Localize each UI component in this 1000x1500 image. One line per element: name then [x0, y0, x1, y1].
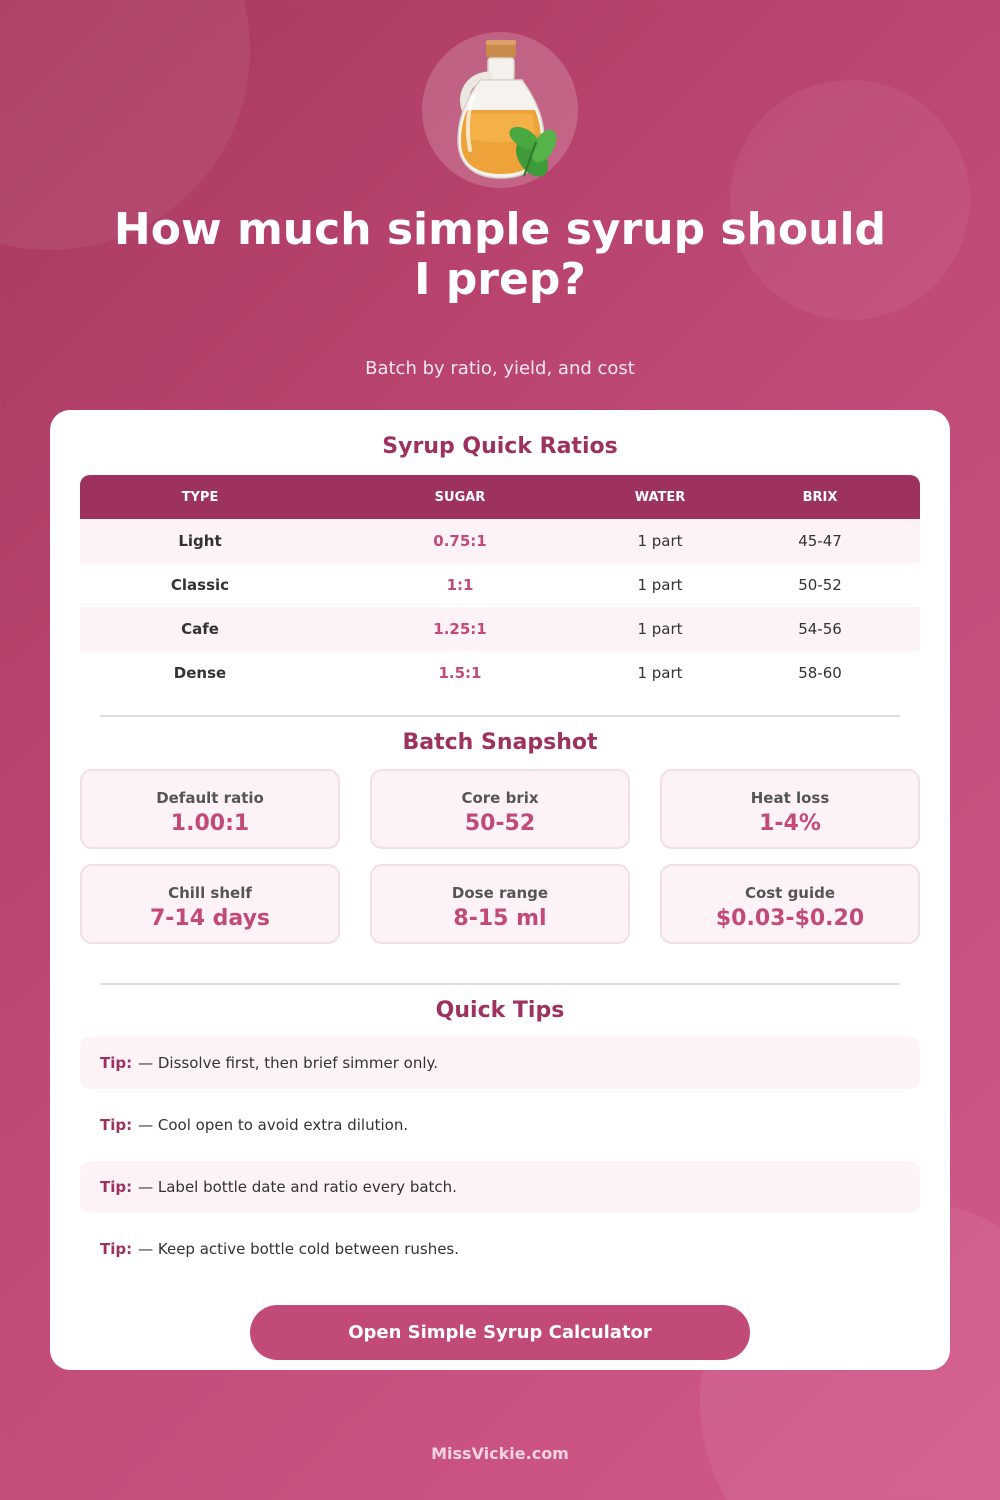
stat-value: 1-4%: [759, 811, 821, 836]
cell-sugar: 0.75:1: [433, 532, 487, 550]
column-header-brix: BRIX: [802, 489, 838, 505]
stat-card-dose-range: [370, 864, 630, 944]
cell-type: Classic: [170, 576, 230, 594]
ratios-section-title: Syrup Quick Ratios: [382, 434, 618, 459]
stat-value: 1.00:1: [170, 811, 250, 836]
tips-section-title: Quick Tips: [435, 998, 565, 1023]
tip-label: Tip:: [100, 1240, 133, 1258]
ratios-table: [80, 475, 920, 695]
tip-label: Tip:: [100, 1054, 133, 1072]
cell-water: 1 part: [637, 576, 683, 594]
tip-text: — Dissolve first, then brief simmer only.: [138, 1054, 439, 1072]
tip-label: Tip:: [100, 1116, 133, 1134]
table-row: [80, 607, 920, 651]
tip-item: [80, 1099, 920, 1151]
tip-item: [80, 1037, 920, 1089]
cell-sugar: 1.5:1: [438, 664, 482, 682]
stat-card-core-brix: [370, 769, 630, 849]
section-divider: [100, 715, 900, 717]
column-header-water: WATER: [634, 489, 686, 505]
stat-label: Chill shelf: [168, 884, 252, 902]
page-subtitle: Batch by ratio, yield, and cost: [365, 358, 635, 379]
tip-item: [80, 1161, 920, 1213]
table-header: [80, 475, 920, 519]
footer-site-name[interactable]: MissVickie.com: [431, 1444, 569, 1463]
tip-text: — Label bottle date and ratio every batch.: [138, 1178, 457, 1196]
cell-brix: 54-56: [798, 620, 842, 638]
stat-label: Heat loss: [750, 789, 830, 807]
cell-water: 1 part: [637, 532, 683, 550]
snapshot-section-title: Batch Snapshot: [402, 730, 598, 755]
stat-card-default-ratio: [80, 769, 340, 849]
stat-label: Dose range: [451, 884, 549, 902]
cell-type: Dense: [173, 664, 227, 682]
stat-label: Core brix: [461, 789, 539, 807]
cell-sugar: 1:1: [446, 576, 474, 594]
stat-label: Default ratio: [156, 789, 264, 807]
section-divider: [100, 983, 900, 985]
table-row: [80, 563, 920, 607]
stat-card-heat-loss: [660, 769, 920, 849]
stat-label: Cost guide: [744, 884, 836, 902]
tip-text: — Cool open to avoid extra dilution.: [138, 1116, 409, 1134]
column-header-sugar: SUGAR: [434, 489, 486, 505]
cell-brix: 50-52: [798, 576, 842, 594]
tip-item: [80, 1223, 920, 1275]
table-row: [80, 519, 920, 563]
stat-card-chill-shelf: [80, 864, 340, 944]
page-title: How much simple syrup should I prep?: [113, 204, 887, 305]
cell-sugar: 1.25:1: [433, 620, 487, 638]
open-calculator-button[interactable]: Open Simple Syrup Calculator: [250, 1305, 750, 1360]
syrup-bottle-with-mint-icon: [422, 32, 578, 188]
tip-label: Tip:: [100, 1178, 133, 1196]
table-row: [80, 651, 920, 695]
cell-brix: 45-47: [798, 532, 842, 550]
stat-value: 7-14 days: [149, 906, 271, 931]
column-header-type: TYPE: [181, 489, 219, 505]
cell-water: 1 part: [637, 664, 683, 682]
cell-water: 1 part: [637, 620, 683, 638]
stat-card-cost-guide: [660, 864, 920, 944]
content-card: [50, 410, 950, 1370]
stat-value: 50-52: [464, 811, 536, 836]
stat-value: 8-15 ml: [453, 906, 547, 931]
tip-text: — Keep active bottle cold between rushes.: [138, 1240, 460, 1258]
stat-value: $0.03-$0.20: [715, 906, 865, 931]
cell-type: Cafe: [181, 620, 219, 638]
cell-brix: 58-60: [798, 664, 842, 682]
cell-type: Light: [178, 532, 222, 550]
